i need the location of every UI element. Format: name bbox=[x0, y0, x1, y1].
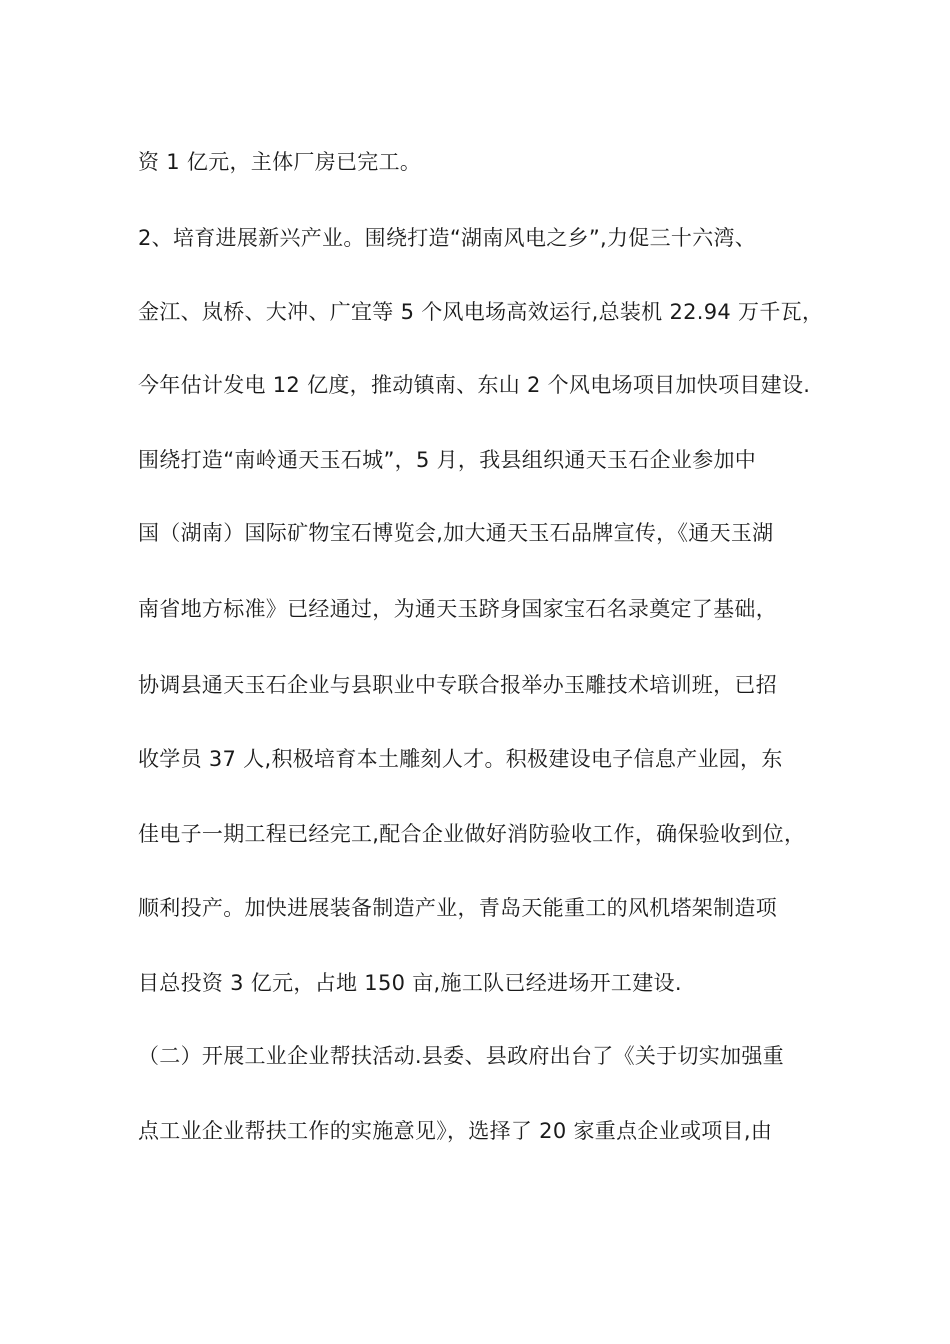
paragraph-line: 资 1 亿元，主体厂房已完工。 bbox=[138, 150, 422, 174]
paragraph-line: （二）开展工业企业帮扶活动.县委、县政府出台了《关于切实加强重 bbox=[138, 1044, 784, 1068]
paragraph-line: 2、培育进展新兴产业。围绕打造“湖南风电之乡”,力促三十六湾、 bbox=[138, 226, 757, 250]
paragraph-line: 佳电子一期工程已经完工,配合企业做好消防验收工作，确保验收到位， bbox=[138, 822, 806, 846]
paragraph-line: 金江、岚桥、大冲、广宜等 5 个风电场高效运行,总装机 22.94 万千瓦， bbox=[138, 300, 824, 324]
paragraph-line: 收学员 37 人,积极培育本土雕刻人才。积极建设电子信息产业园，东 bbox=[138, 747, 783, 771]
paragraph-line: 南省地方标准》已经通过，为通天玉跻身国家宝石名录奠定了基础， bbox=[138, 597, 777, 621]
paragraph-line: 顺利投产。加快进展装备制造产业，青岛天能重工的风机塔架制造项 bbox=[138, 896, 777, 920]
paragraph-line: 围绕打造“南岭通天玉石城”，5 月，我县组织通天玉石企业参加中 bbox=[138, 448, 757, 472]
paragraph-line: 国（湖南）国际矿物宝石博览会,加大通天玉石品牌宣传，《通天玉湖 bbox=[138, 521, 774, 545]
paragraph-line: 协调县通天玉石企业与县职业中专联合报举办玉雕技术培训班，已招 bbox=[138, 673, 777, 697]
paragraph-line: 点工业企业帮扶工作的实施意见》，选择了 20 家重点企业或项目,由 bbox=[138, 1119, 773, 1143]
paragraph-line: 今年估计发电 12 亿度，推动镇南、东山 2 个风电场项目加快项目建设. bbox=[138, 373, 811, 397]
paragraph-line: 目总投资 3 亿元，占地 150 亩,施工队已经进场开工建设. bbox=[138, 971, 682, 995]
